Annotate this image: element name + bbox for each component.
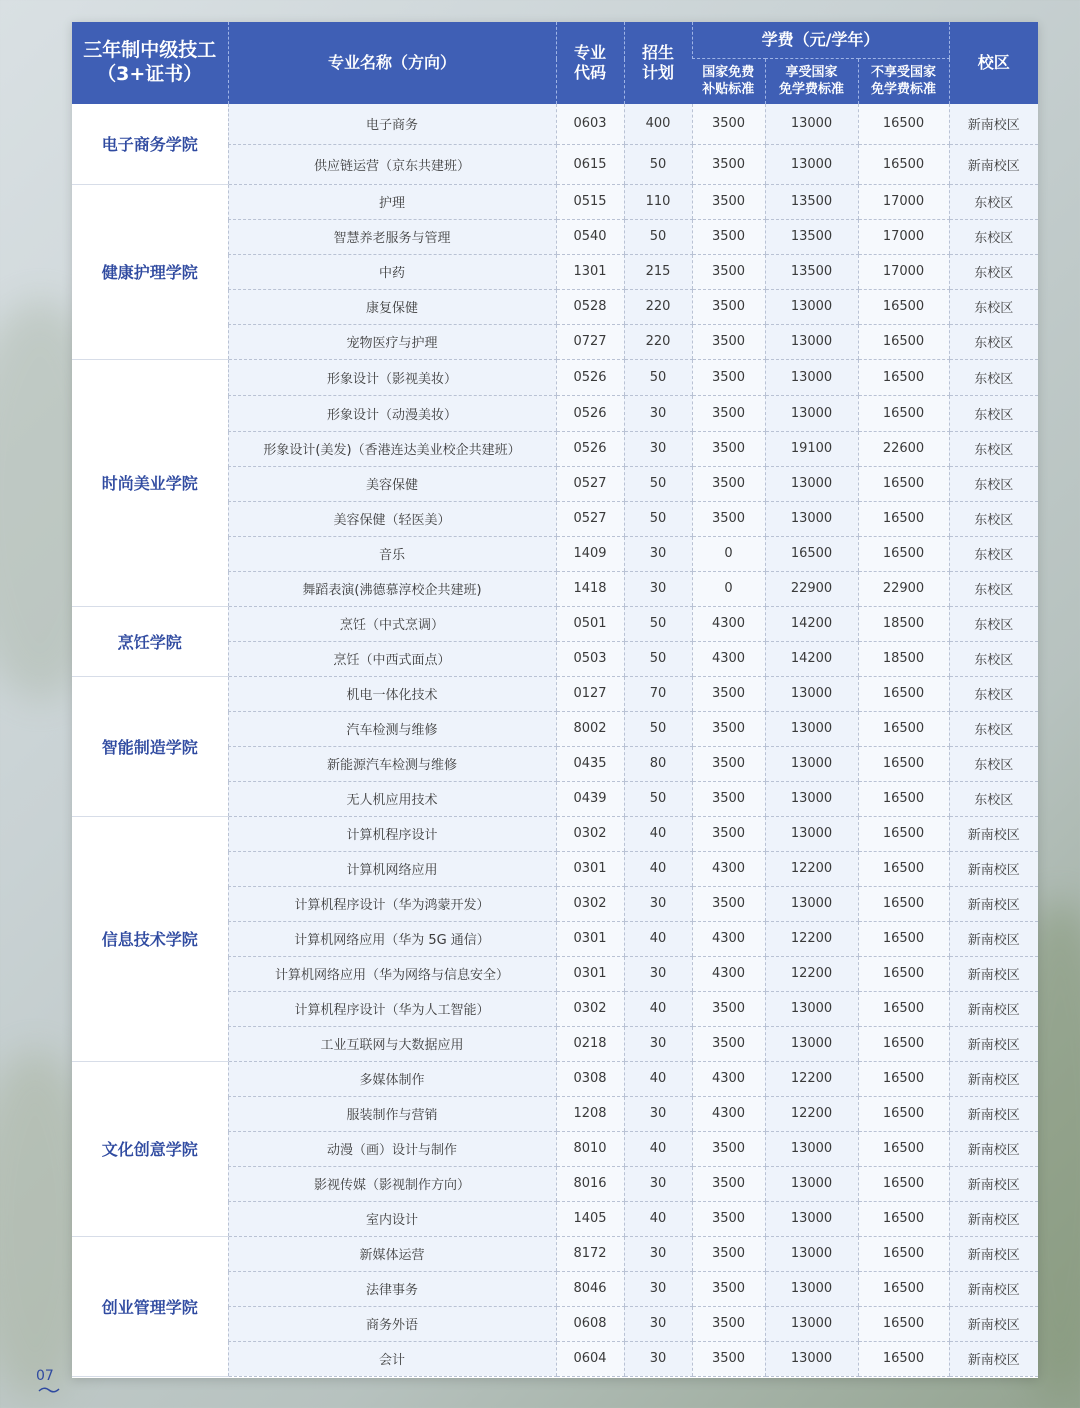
no-exemption-fee-cell: 22600 [858, 431, 949, 466]
state-subsidy-fee-cell: 0 [692, 536, 765, 571]
major-code-cell: 0527 [556, 501, 624, 536]
fee-exempt-fee-cell: 22900 [765, 571, 858, 606]
program-type-header [72, 22, 228, 104]
campus-cell: 东校区 [949, 184, 1038, 219]
enrollment-plan-cell: 30 [624, 1026, 692, 1061]
no-exemption-fee-cell: 18500 [858, 606, 949, 641]
major-code-cell: 0302 [556, 816, 624, 851]
campus-cell: 东校区 [949, 536, 1038, 571]
state-subsidy-fee-cell: 4300 [692, 956, 765, 991]
enrollment-plan-cell: 40 [624, 1061, 692, 1096]
major-name-cell: 计算机网络应用 [228, 851, 556, 886]
state-subsidy-fee-cell: 4300 [692, 1061, 765, 1096]
no-exemption-fee-cell: 16500 [858, 1131, 949, 1166]
major-name-cell: 新能源汽车检测与维修 [228, 746, 556, 781]
major-code-cell: 0301 [556, 851, 624, 886]
enrollment-plan-cell: 40 [624, 921, 692, 956]
fee-exempt-fee-cell: 13000 [765, 359, 858, 395]
enrollment-plan-header-line2: 计划 [641, 63, 674, 82]
no-exemption-fee-cell: 18500 [858, 641, 949, 676]
state-subsidy-fee-cell: 3500 [692, 1026, 765, 1061]
fee-exempt-fee-cell: 12200 [765, 1061, 858, 1096]
no-exemption-fee-cell: 16500 [858, 359, 949, 395]
campus-cell: 东校区 [949, 431, 1038, 466]
major-code-cell: 8002 [556, 711, 624, 746]
campus-cell: 新南校区 [949, 851, 1038, 886]
no-exemption-fee-cell: 16500 [858, 466, 949, 501]
major-name-cell: 新媒体运营 [228, 1236, 556, 1271]
major-name-cell: 形象设计（影视美妆） [228, 359, 556, 395]
state-subsidy-fee-cell: 3500 [692, 1201, 765, 1236]
major-name-cell: 烹饪（中西式面点） [228, 641, 556, 676]
state-subsidy-fee-cell: 3500 [692, 254, 765, 289]
fee-exempt-fee-cell: 13000 [765, 1026, 858, 1061]
campus-cell: 新南校区 [949, 991, 1038, 1026]
no-exemption-fee-cell: 16500 [858, 711, 949, 746]
major-code-cell: 0526 [556, 395, 624, 431]
state-subsidy-fee-cell: 3500 [692, 1271, 765, 1306]
major-code-cell: 0540 [556, 219, 624, 254]
major-name-cell: 法律事务 [228, 1271, 556, 1306]
state-subsidy-fee-cell: 3500 [692, 746, 765, 781]
campus-cell: 新南校区 [949, 104, 1038, 144]
table-body [72, 104, 1038, 1376]
no-exemption-fee-cell: 16500 [858, 746, 949, 781]
no-exemption-fee-cell: 16500 [858, 886, 949, 921]
fee-exempt-fee-cell: 13000 [765, 746, 858, 781]
fee-exempt-fee-cell: 13500 [765, 254, 858, 289]
campus-cell: 东校区 [949, 676, 1038, 711]
state-subsidy-fee-cell: 3500 [692, 184, 765, 219]
state-subsidy-fee-cell: 3500 [692, 676, 765, 711]
major-code-cell: 0526 [556, 359, 624, 395]
campus-cell: 东校区 [949, 324, 1038, 359]
program-type-title: 三年制中级技工 [83, 39, 217, 62]
fee-exempt-fee-cell: 13000 [765, 1201, 858, 1236]
no-exemption-fee-cell: 16500 [858, 1026, 949, 1061]
fee-exempt-fee-cell: 12200 [765, 1096, 858, 1131]
no-exemption-fee-cell: 16500 [858, 921, 949, 956]
major-code-cell: 0615 [556, 144, 624, 184]
major-name-cell: 供应链运营（京东共建班） [228, 144, 556, 184]
major-code-cell: 0604 [556, 1341, 624, 1376]
enrollment-plan-cell: 400 [624, 104, 692, 144]
major-name-cell: 电子商务 [228, 104, 556, 144]
major-name-cell: 计算机程序设计 [228, 816, 556, 851]
enrollment-plan-cell: 40 [624, 851, 692, 886]
enrollment-plan-header [624, 22, 692, 104]
table-row [72, 104, 1038, 144]
major-code-cell: 0526 [556, 431, 624, 466]
fee-exempt-fee-cell: 13000 [765, 711, 858, 746]
fee-exempt-fee-cell: 13000 [765, 324, 858, 359]
major-name-cell: 动漫（画）设计与制作 [228, 1131, 556, 1166]
no-exemption-fee-cell: 16500 [858, 1341, 949, 1376]
no-exemption-header-line1: 不享受国家 [871, 65, 937, 81]
campus-cell: 新南校区 [949, 144, 1038, 184]
program-type-subtitle: （3+证书） [97, 63, 203, 85]
enrollment-plan-cell: 50 [624, 466, 692, 501]
fee-exempt-fee-cell: 14200 [765, 606, 858, 641]
major-code-cell: 0302 [556, 991, 624, 1026]
fee-exempt-fee-cell: 13000 [765, 1341, 858, 1376]
major-name-cell: 计算机程序设计（华为人工智能） [228, 991, 556, 1026]
no-exemption-fee-cell: 17000 [858, 219, 949, 254]
state-subsidy-fee-cell: 3500 [692, 991, 765, 1026]
enrollment-plan-cell: 30 [624, 431, 692, 466]
major-name-cell: 宠物医疗与护理 [228, 324, 556, 359]
campus-cell: 新南校区 [949, 1201, 1038, 1236]
table-row [72, 359, 1038, 395]
campus-cell: 新南校区 [949, 1236, 1038, 1271]
enrollment-plan-cell: 50 [624, 144, 692, 184]
enrollment-plan-header-line1: 招生 [641, 43, 674, 62]
campus-cell: 东校区 [949, 359, 1038, 395]
no-exemption-fee-cell: 17000 [858, 184, 949, 219]
major-name-cell: 音乐 [228, 536, 556, 571]
fee-exempt-header [765, 59, 858, 105]
campus-cell: 东校区 [949, 781, 1038, 816]
major-name-cell: 美容保健（轻医美） [228, 501, 556, 536]
state-subsidy-fee-cell: 4300 [692, 641, 765, 676]
campus-cell: 新南校区 [949, 1096, 1038, 1131]
college-name: 烹饪学院 [72, 606, 228, 676]
major-name-cell: 影视传媒（影视制作方向） [228, 1166, 556, 1201]
enrollment-plan-cell: 30 [624, 571, 692, 606]
table-row [72, 606, 1038, 641]
fee-exempt-fee-cell: 13000 [765, 501, 858, 536]
no-exemption-fee-cell: 16500 [858, 991, 949, 1026]
state-subsidy-fee-cell: 3500 [692, 104, 765, 144]
state-subsidy-header-line2: 补贴标准 [702, 81, 755, 97]
fee-exempt-fee-cell: 13000 [765, 1271, 858, 1306]
state-subsidy-fee-cell: 3500 [692, 466, 765, 501]
major-code-cell: 8046 [556, 1271, 624, 1306]
state-subsidy-fee-cell: 4300 [692, 606, 765, 641]
enrollment-plan-cell: 50 [624, 501, 692, 536]
major-name-cell: 汽车检测与维修 [228, 711, 556, 746]
fee-exempt-fee-cell: 19100 [765, 431, 858, 466]
enrollment-plan-cell: 220 [624, 289, 692, 324]
campus-cell: 东校区 [949, 289, 1038, 324]
major-code-cell: 1208 [556, 1096, 624, 1131]
major-code-cell: 0515 [556, 184, 624, 219]
enrollment-plan-cell: 50 [624, 359, 692, 395]
fee-exempt-fee-cell: 13000 [765, 886, 858, 921]
no-exemption-header [858, 59, 949, 105]
state-subsidy-fee-cell: 3500 [692, 781, 765, 816]
major-code-cell: 0439 [556, 781, 624, 816]
state-subsidy-fee-cell: 3500 [692, 144, 765, 184]
fee-exempt-header-line2: 免学费标准 [778, 81, 844, 97]
fee-exempt-fee-cell: 13000 [765, 781, 858, 816]
state-subsidy-fee-cell: 3500 [692, 359, 765, 395]
state-subsidy-fee-cell: 3500 [692, 711, 765, 746]
fee-exempt-fee-cell: 12200 [765, 921, 858, 956]
college-name: 智能制造学院 [72, 676, 228, 816]
major-name-cell: 服装制作与营销 [228, 1096, 556, 1131]
major-name-cell: 计算机网络应用（华为网络与信息安全） [228, 956, 556, 991]
enrollment-plan-cell: 80 [624, 746, 692, 781]
campus-header: 校区 [949, 22, 1038, 104]
major-name-cell: 室内设计 [228, 1201, 556, 1236]
major-code-cell: 8016 [556, 1166, 624, 1201]
major-name-header: 专业名称（方向） [228, 22, 556, 104]
major-code-header [556, 22, 624, 104]
state-subsidy-header [692, 59, 765, 105]
no-exemption-fee-cell: 16500 [858, 1236, 949, 1271]
fee-exempt-header-line1: 享受国家 [785, 65, 838, 81]
state-subsidy-fee-cell: 3500 [692, 324, 765, 359]
enrollment-plan-cell: 30 [624, 1096, 692, 1131]
enrollment-plan-cell: 70 [624, 676, 692, 711]
no-exemption-header-line2: 免学费标准 [871, 81, 937, 97]
tuition-table-card [72, 22, 1038, 1378]
state-subsidy-fee-cell: 3500 [692, 1306, 765, 1341]
tuition-header: 学费（元/学年） [692, 22, 949, 59]
enrollment-plan-cell: 220 [624, 324, 692, 359]
campus-cell: 新南校区 [949, 1131, 1038, 1166]
no-exemption-fee-cell: 16500 [858, 501, 949, 536]
fee-exempt-fee-cell: 13000 [765, 1166, 858, 1201]
no-exemption-fee-cell: 17000 [858, 254, 949, 289]
no-exemption-fee-cell: 16500 [858, 851, 949, 886]
major-name-cell: 美容保健 [228, 466, 556, 501]
major-code-cell: 1418 [556, 571, 624, 606]
major-code-cell: 0603 [556, 104, 624, 144]
major-code-cell: 0435 [556, 746, 624, 781]
state-subsidy-fee-cell: 3500 [692, 395, 765, 431]
enrollment-plan-cell: 30 [624, 536, 692, 571]
enrollment-plan-cell: 40 [624, 1201, 692, 1236]
major-name-cell: 机电一体化技术 [228, 676, 556, 711]
state-subsidy-fee-cell: 3500 [692, 219, 765, 254]
campus-cell: 东校区 [949, 711, 1038, 746]
campus-cell: 东校区 [949, 606, 1038, 641]
state-subsidy-fee-cell: 3500 [692, 501, 765, 536]
no-exemption-fee-cell: 16500 [858, 1061, 949, 1096]
state-subsidy-fee-cell: 3500 [692, 886, 765, 921]
fee-exempt-fee-cell: 13000 [765, 289, 858, 324]
enrollment-plan-cell: 30 [624, 956, 692, 991]
major-name-cell: 多媒体制作 [228, 1061, 556, 1096]
major-code-cell: 0301 [556, 921, 624, 956]
no-exemption-fee-cell: 16500 [858, 781, 949, 816]
fee-exempt-fee-cell: 13000 [765, 1306, 858, 1341]
major-name-cell: 康复保健 [228, 289, 556, 324]
enrollment-plan-cell: 30 [624, 395, 692, 431]
enrollment-plan-cell: 30 [624, 1341, 692, 1376]
fee-exempt-fee-cell: 12200 [765, 956, 858, 991]
enrollment-plan-cell: 50 [624, 711, 692, 746]
campus-cell: 新南校区 [949, 1166, 1038, 1201]
campus-cell: 东校区 [949, 571, 1038, 606]
major-name-cell: 智慧养老服务与管理 [228, 219, 556, 254]
college-name: 信息技术学院 [72, 816, 228, 1061]
major-name-cell: 无人机应用技术 [228, 781, 556, 816]
college-name: 电子商务学院 [72, 104, 228, 184]
fee-exempt-fee-cell: 13000 [765, 991, 858, 1026]
state-subsidy-fee-cell: 3500 [692, 1341, 765, 1376]
enrollment-plan-cell: 50 [624, 641, 692, 676]
campus-cell: 新南校区 [949, 1061, 1038, 1096]
major-code-cell: 0308 [556, 1061, 624, 1096]
table-row [72, 1236, 1038, 1271]
major-name-cell: 会计 [228, 1341, 556, 1376]
state-subsidy-fee-cell: 3500 [692, 289, 765, 324]
no-exemption-fee-cell: 16500 [858, 289, 949, 324]
college-name: 健康护理学院 [72, 184, 228, 359]
major-code-cell: 0127 [556, 676, 624, 711]
fee-exempt-fee-cell: 13500 [765, 219, 858, 254]
table-row [72, 676, 1038, 711]
major-code-cell: 0218 [556, 1026, 624, 1061]
no-exemption-fee-cell: 16500 [858, 1201, 949, 1236]
major-code-cell: 8172 [556, 1236, 624, 1271]
enrollment-plan-cell: 50 [624, 606, 692, 641]
table-row [72, 816, 1038, 851]
no-exemption-fee-cell: 16500 [858, 1271, 949, 1306]
enrollment-plan-cell: 30 [624, 1236, 692, 1271]
no-exemption-fee-cell: 16500 [858, 324, 949, 359]
campus-cell: 新南校区 [949, 956, 1038, 991]
tuition-table [72, 22, 1038, 1377]
campus-cell: 东校区 [949, 395, 1038, 431]
campus-cell: 新南校区 [949, 1306, 1038, 1341]
major-name-cell: 舞蹈表演(沸德慕淳校企共建班) [228, 571, 556, 606]
no-exemption-fee-cell: 16500 [858, 816, 949, 851]
enrollment-plan-cell: 30 [624, 1166, 692, 1201]
fee-exempt-fee-cell: 13000 [765, 144, 858, 184]
major-code-header-line1: 专业 [573, 43, 606, 62]
no-exemption-fee-cell: 16500 [858, 1306, 949, 1341]
major-name-cell: 商务外语 [228, 1306, 556, 1341]
college-name: 时尚美业学院 [72, 359, 228, 606]
no-exemption-fee-cell: 16500 [858, 1096, 949, 1131]
major-code-cell: 0503 [556, 641, 624, 676]
enrollment-plan-cell: 40 [624, 1131, 692, 1166]
major-code-cell: 0608 [556, 1306, 624, 1341]
campus-cell: 新南校区 [949, 1341, 1038, 1376]
major-code-cell: 0301 [556, 956, 624, 991]
state-subsidy-fee-cell: 3500 [692, 816, 765, 851]
state-subsidy-fee-cell: 4300 [692, 851, 765, 886]
major-name-cell: 烹饪（中式烹调） [228, 606, 556, 641]
enrollment-plan-cell: 40 [624, 991, 692, 1026]
wave-icon [38, 1386, 60, 1394]
campus-cell: 新南校区 [949, 1271, 1038, 1306]
major-code-cell: 8010 [556, 1131, 624, 1166]
no-exemption-fee-cell: 16500 [858, 676, 949, 711]
major-code-cell: 1301 [556, 254, 624, 289]
major-name-cell: 工业互联网与大数据应用 [228, 1026, 556, 1061]
campus-cell: 新南校区 [949, 921, 1038, 956]
enrollment-plan-cell: 50 [624, 219, 692, 254]
state-subsidy-header-line1: 国家免费 [702, 65, 755, 81]
enrollment-plan-cell: 50 [624, 781, 692, 816]
college-name: 创业管理学院 [72, 1236, 228, 1376]
state-subsidy-fee-cell: 3500 [692, 1236, 765, 1271]
enrollment-plan-cell: 30 [624, 1271, 692, 1306]
major-code-cell: 0302 [556, 886, 624, 921]
fee-exempt-fee-cell: 13000 [765, 676, 858, 711]
no-exemption-fee-cell: 16500 [858, 104, 949, 144]
no-exemption-fee-cell: 16500 [858, 536, 949, 571]
major-code-cell: 0727 [556, 324, 624, 359]
fee-exempt-fee-cell: 13000 [765, 466, 858, 501]
fee-exempt-fee-cell: 13000 [765, 104, 858, 144]
state-subsidy-fee-cell: 3500 [692, 1131, 765, 1166]
campus-cell: 东校区 [949, 746, 1038, 781]
fee-exempt-fee-cell: 12200 [765, 851, 858, 886]
college-name: 文化创意学院 [72, 1061, 228, 1236]
fee-exempt-fee-cell: 16500 [765, 536, 858, 571]
enrollment-plan-cell: 30 [624, 886, 692, 921]
campus-cell: 新南校区 [949, 1026, 1038, 1061]
fee-exempt-fee-cell: 13000 [765, 1236, 858, 1271]
state-subsidy-fee-cell: 3500 [692, 431, 765, 466]
no-exemption-fee-cell: 16500 [858, 1166, 949, 1201]
no-exemption-fee-cell: 16500 [858, 956, 949, 991]
major-name-cell: 形象设计(美发)（香港连达美业校企共建班） [228, 431, 556, 466]
major-code-cell: 0528 [556, 289, 624, 324]
campus-cell: 东校区 [949, 501, 1038, 536]
campus-cell: 东校区 [949, 466, 1038, 501]
fee-exempt-fee-cell: 14200 [765, 641, 858, 676]
state-subsidy-fee-cell: 4300 [692, 921, 765, 956]
major-code-cell: 0501 [556, 606, 624, 641]
campus-cell: 东校区 [949, 641, 1038, 676]
major-name-cell: 计算机程序设计（华为鸿蒙开发） [228, 886, 556, 921]
state-subsidy-fee-cell: 4300 [692, 1096, 765, 1131]
table-row [72, 184, 1038, 219]
major-name-cell: 中药 [228, 254, 556, 289]
major-code-cell: 0527 [556, 466, 624, 501]
enrollment-plan-cell: 40 [624, 816, 692, 851]
major-name-cell: 形象设计（动漫美妆） [228, 395, 556, 431]
major-name-cell: 计算机网络应用（华为 5G 通信） [228, 921, 556, 956]
campus-cell: 东校区 [949, 219, 1038, 254]
campus-cell: 东校区 [949, 254, 1038, 289]
no-exemption-fee-cell: 22900 [858, 571, 949, 606]
major-code-cell: 1405 [556, 1201, 624, 1236]
no-exemption-fee-cell: 16500 [858, 144, 949, 184]
campus-cell: 新南校区 [949, 816, 1038, 851]
fee-exempt-fee-cell: 13500 [765, 184, 858, 219]
fee-exempt-fee-cell: 13000 [765, 816, 858, 851]
enrollment-plan-cell: 110 [624, 184, 692, 219]
table-row [72, 1061, 1038, 1096]
major-code-cell: 1409 [556, 536, 624, 571]
state-subsidy-fee-cell: 3500 [692, 1166, 765, 1201]
enrollment-plan-cell: 30 [624, 1306, 692, 1341]
fee-exempt-fee-cell: 13000 [765, 395, 858, 431]
enrollment-plan-cell: 215 [624, 254, 692, 289]
no-exemption-fee-cell: 16500 [858, 395, 949, 431]
major-code-header-line2: 代码 [573, 63, 606, 82]
fee-exempt-fee-cell: 13000 [765, 1131, 858, 1166]
page-number: 07 [36, 1368, 54, 1384]
major-name-cell: 护理 [228, 184, 556, 219]
campus-cell: 新南校区 [949, 886, 1038, 921]
state-subsidy-fee-cell: 0 [692, 571, 765, 606]
